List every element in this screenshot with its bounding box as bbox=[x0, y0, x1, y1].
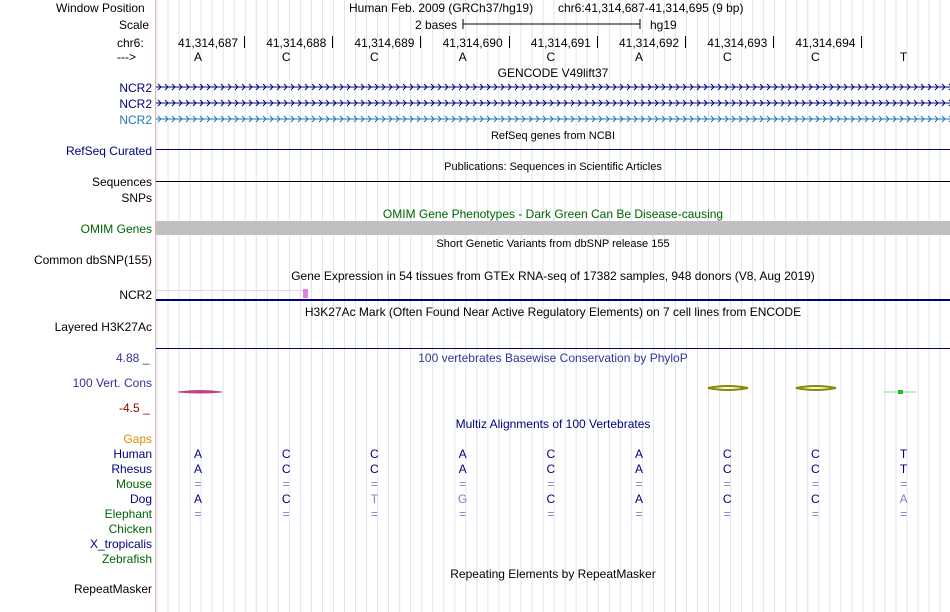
h3k27ac-track-label[interactable]: Layered H3K27Ac bbox=[54, 320, 152, 334]
ruler-tick bbox=[244, 36, 245, 48]
multiz-base: C bbox=[281, 462, 291, 476]
multiz-species-label[interactable]: X_tropicalis bbox=[89, 537, 152, 551]
refseq-transcript-line[interactable] bbox=[156, 149, 950, 150]
chrom-label: chr6: bbox=[117, 36, 144, 50]
dbsnp-track-title[interactable]: Short Genetic Variants from dbSNP release 155 bbox=[436, 238, 670, 250]
multiz-base: T bbox=[370, 492, 379, 506]
sequence-base: C bbox=[281, 50, 291, 64]
multiz-base: = bbox=[900, 477, 908, 491]
ruler-position-label: 41,314,691 bbox=[530, 36, 591, 50]
gtex-expression-mark[interactable] bbox=[303, 289, 308, 298]
position-text[interactable]: chr6:41,314,687-41,314,695 (9 bp) bbox=[558, 1, 744, 15]
assembly-text[interactable]: Human Feb. 2009 (GRCh37/hg19) bbox=[349, 1, 534, 15]
ruler-tick bbox=[773, 36, 774, 48]
ruler-tick bbox=[332, 36, 333, 48]
sequence-base: C bbox=[546, 50, 556, 64]
multiz-base: = bbox=[370, 477, 378, 491]
multiz-base: C bbox=[370, 462, 379, 476]
phylop-min-label: -4.5 _ bbox=[119, 401, 150, 415]
strand-label: ---> bbox=[117, 50, 136, 64]
multiz-base: A bbox=[458, 462, 467, 476]
ruler-position-label: 41,314,690 bbox=[442, 36, 503, 50]
multiz-base: C bbox=[546, 447, 556, 461]
sequence-base: A bbox=[193, 50, 202, 64]
multiz-base: = bbox=[282, 477, 290, 491]
gencode-item-label-1[interactable]: NCR2 bbox=[119, 81, 152, 95]
gencode-item-label-3[interactable]: NCR2 bbox=[119, 113, 152, 127]
multiz-base: C bbox=[811, 447, 820, 461]
publications-track-title[interactable]: Publications: Sequences in Scientific Articles bbox=[444, 161, 662, 173]
ruler-position-label: 41,314,688 bbox=[266, 36, 327, 50]
multiz-base: C bbox=[811, 492, 820, 506]
phylop-signal[interactable] bbox=[156, 380, 950, 400]
multiz-base: = bbox=[723, 507, 731, 521]
ruler-position-label: 41,314,687 bbox=[178, 36, 239, 50]
multiz-base: C bbox=[722, 447, 732, 461]
publications-line[interactable] bbox=[156, 181, 950, 182]
multiz-base: C bbox=[281, 447, 291, 461]
ruler-tick bbox=[597, 36, 598, 48]
phylop-max-label: 4.88 _ bbox=[116, 351, 150, 365]
sequence-base: C bbox=[722, 50, 732, 64]
multiz-base: = bbox=[370, 507, 378, 521]
gencode-transcript-1[interactable] bbox=[156, 82, 950, 92]
multiz-base: C bbox=[811, 462, 820, 476]
multiz-species-label[interactable]: Elephant bbox=[104, 507, 152, 521]
scale-bar bbox=[462, 17, 642, 31]
multiz-base: C bbox=[546, 492, 556, 506]
ruler-tick bbox=[861, 36, 862, 48]
multiz-base: C bbox=[370, 447, 379, 461]
repeatmasker-track-label[interactable]: RepeatMasker bbox=[73, 582, 152, 596]
gencode-track-title[interactable]: GENCODE V49lift37 bbox=[497, 66, 609, 80]
ruler-position-label: 41,314,693 bbox=[707, 36, 768, 50]
multiz-base: = bbox=[459, 507, 467, 521]
multiz-base: = bbox=[547, 477, 555, 491]
sequence-base: A bbox=[458, 50, 467, 64]
multiz-base: A bbox=[458, 447, 467, 461]
omim-track-title[interactable]: OMIM Gene Phenotypes - Dark Green Can Be Disease-causing bbox=[382, 207, 724, 221]
ruler-position-label: 41,314,694 bbox=[795, 36, 856, 50]
multiz-base: = bbox=[811, 477, 819, 491]
ruler-position-label: 41,314,689 bbox=[354, 36, 415, 50]
multiz-base: = bbox=[459, 477, 467, 491]
omim-gene-bar[interactable] bbox=[156, 221, 950, 235]
multiz-base: A bbox=[634, 447, 643, 461]
publications-track-label[interactable]: Sequences bbox=[91, 175, 152, 189]
multiz-base: A bbox=[193, 462, 202, 476]
sequence-base: C bbox=[811, 50, 820, 64]
multiz-base: A bbox=[634, 462, 643, 476]
multiz-base: = bbox=[194, 507, 202, 521]
multiz-base: = bbox=[811, 507, 819, 521]
multiz-base: = bbox=[194, 477, 202, 491]
multiz-base: = bbox=[547, 507, 555, 521]
gaps-label: Gaps bbox=[123, 432, 152, 446]
multiz-base: C bbox=[722, 492, 732, 506]
multiz-base: C bbox=[722, 462, 732, 476]
multiz-base: A bbox=[634, 492, 643, 506]
gencode-transcript-3[interactable] bbox=[156, 114, 950, 124]
gtex-gene-line[interactable] bbox=[156, 299, 950, 301]
h3k27ac-track-title[interactable]: H3K27Ac Mark (Often Found Near Active Regulatory Elements) on 7 cell lines from ENCODE bbox=[304, 305, 802, 319]
gencode-item-label-2[interactable]: NCR2 bbox=[119, 97, 152, 111]
multiz-base: = bbox=[635, 477, 643, 491]
multiz-base: A bbox=[193, 447, 202, 461]
scale-bases: 2 bases bbox=[415, 18, 458, 32]
multiz-base: C bbox=[546, 462, 556, 476]
multiz-base: = bbox=[282, 507, 290, 521]
scale-label: Scale bbox=[119, 18, 150, 32]
scale-assembly: hg19 bbox=[650, 18, 677, 32]
sequence-base: T bbox=[899, 50, 908, 64]
multiz-species-label[interactable]: Dog bbox=[129, 492, 152, 506]
repeatmasker-track-title[interactable]: Repeating Elements by RepeatMasker bbox=[450, 567, 656, 581]
multiz-base: A bbox=[899, 492, 908, 506]
phylop-track-title[interactable]: 100 vertebrates Basewise Conservation by PhyloP bbox=[418, 351, 688, 365]
multiz-species-label[interactable]: Rhesus bbox=[111, 462, 152, 476]
snps-track-label[interactable]: SNPs bbox=[121, 191, 152, 205]
multiz-base: C bbox=[281, 492, 291, 506]
multiz-species-label[interactable]: Human bbox=[113, 447, 152, 461]
omim-track-label[interactable]: OMIM Genes bbox=[80, 222, 152, 236]
multiz-species-label[interactable]: Chicken bbox=[108, 522, 152, 536]
multiz-base: A bbox=[193, 492, 202, 506]
ruler-tick bbox=[420, 36, 421, 48]
sequence-base: A bbox=[634, 50, 643, 64]
multiz-base: T bbox=[899, 447, 908, 461]
dbsnp-track-label[interactable]: Common dbSNP(155) bbox=[33, 253, 152, 267]
multiz-track-title[interactable]: Multiz Alignments of 100 Vertebrates bbox=[455, 417, 651, 431]
multiz-species-label[interactable]: Mouse bbox=[115, 477, 152, 491]
ruler-position-label: 41,314,692 bbox=[619, 36, 680, 50]
gtex-track-label[interactable]: NCR2 bbox=[119, 288, 152, 302]
gtex-faint-line bbox=[156, 290, 306, 291]
multiz-base: = bbox=[723, 477, 731, 491]
multiz-base: T bbox=[899, 462, 908, 476]
gtex-track-title[interactable]: Gene Expression in 54 tissues from GTEx RNA-seq of 17382 samples, 948 donors (V8, Aug 2019) bbox=[291, 269, 815, 283]
multiz-base: = bbox=[635, 507, 643, 521]
multiz-species-label[interactable]: Zebrafish bbox=[101, 552, 152, 566]
refseq-track-title[interactable]: RefSeq genes from NCBI bbox=[490, 130, 616, 142]
refseq-track-label[interactable]: RefSeq Curated bbox=[65, 144, 152, 158]
multiz-base: = bbox=[900, 507, 908, 521]
multiz-base: G bbox=[457, 492, 468, 506]
ruler-tick bbox=[509, 36, 510, 48]
gencode-transcript-2[interactable] bbox=[156, 98, 950, 108]
h3k27ac-baseline bbox=[156, 348, 950, 349]
phylop-track-label[interactable]: 100 Vert. Cons bbox=[72, 376, 152, 390]
sequence-base: C bbox=[370, 50, 379, 64]
ruler-tick bbox=[685, 36, 686, 48]
window-position-label: Window Position bbox=[56, 1, 145, 15]
